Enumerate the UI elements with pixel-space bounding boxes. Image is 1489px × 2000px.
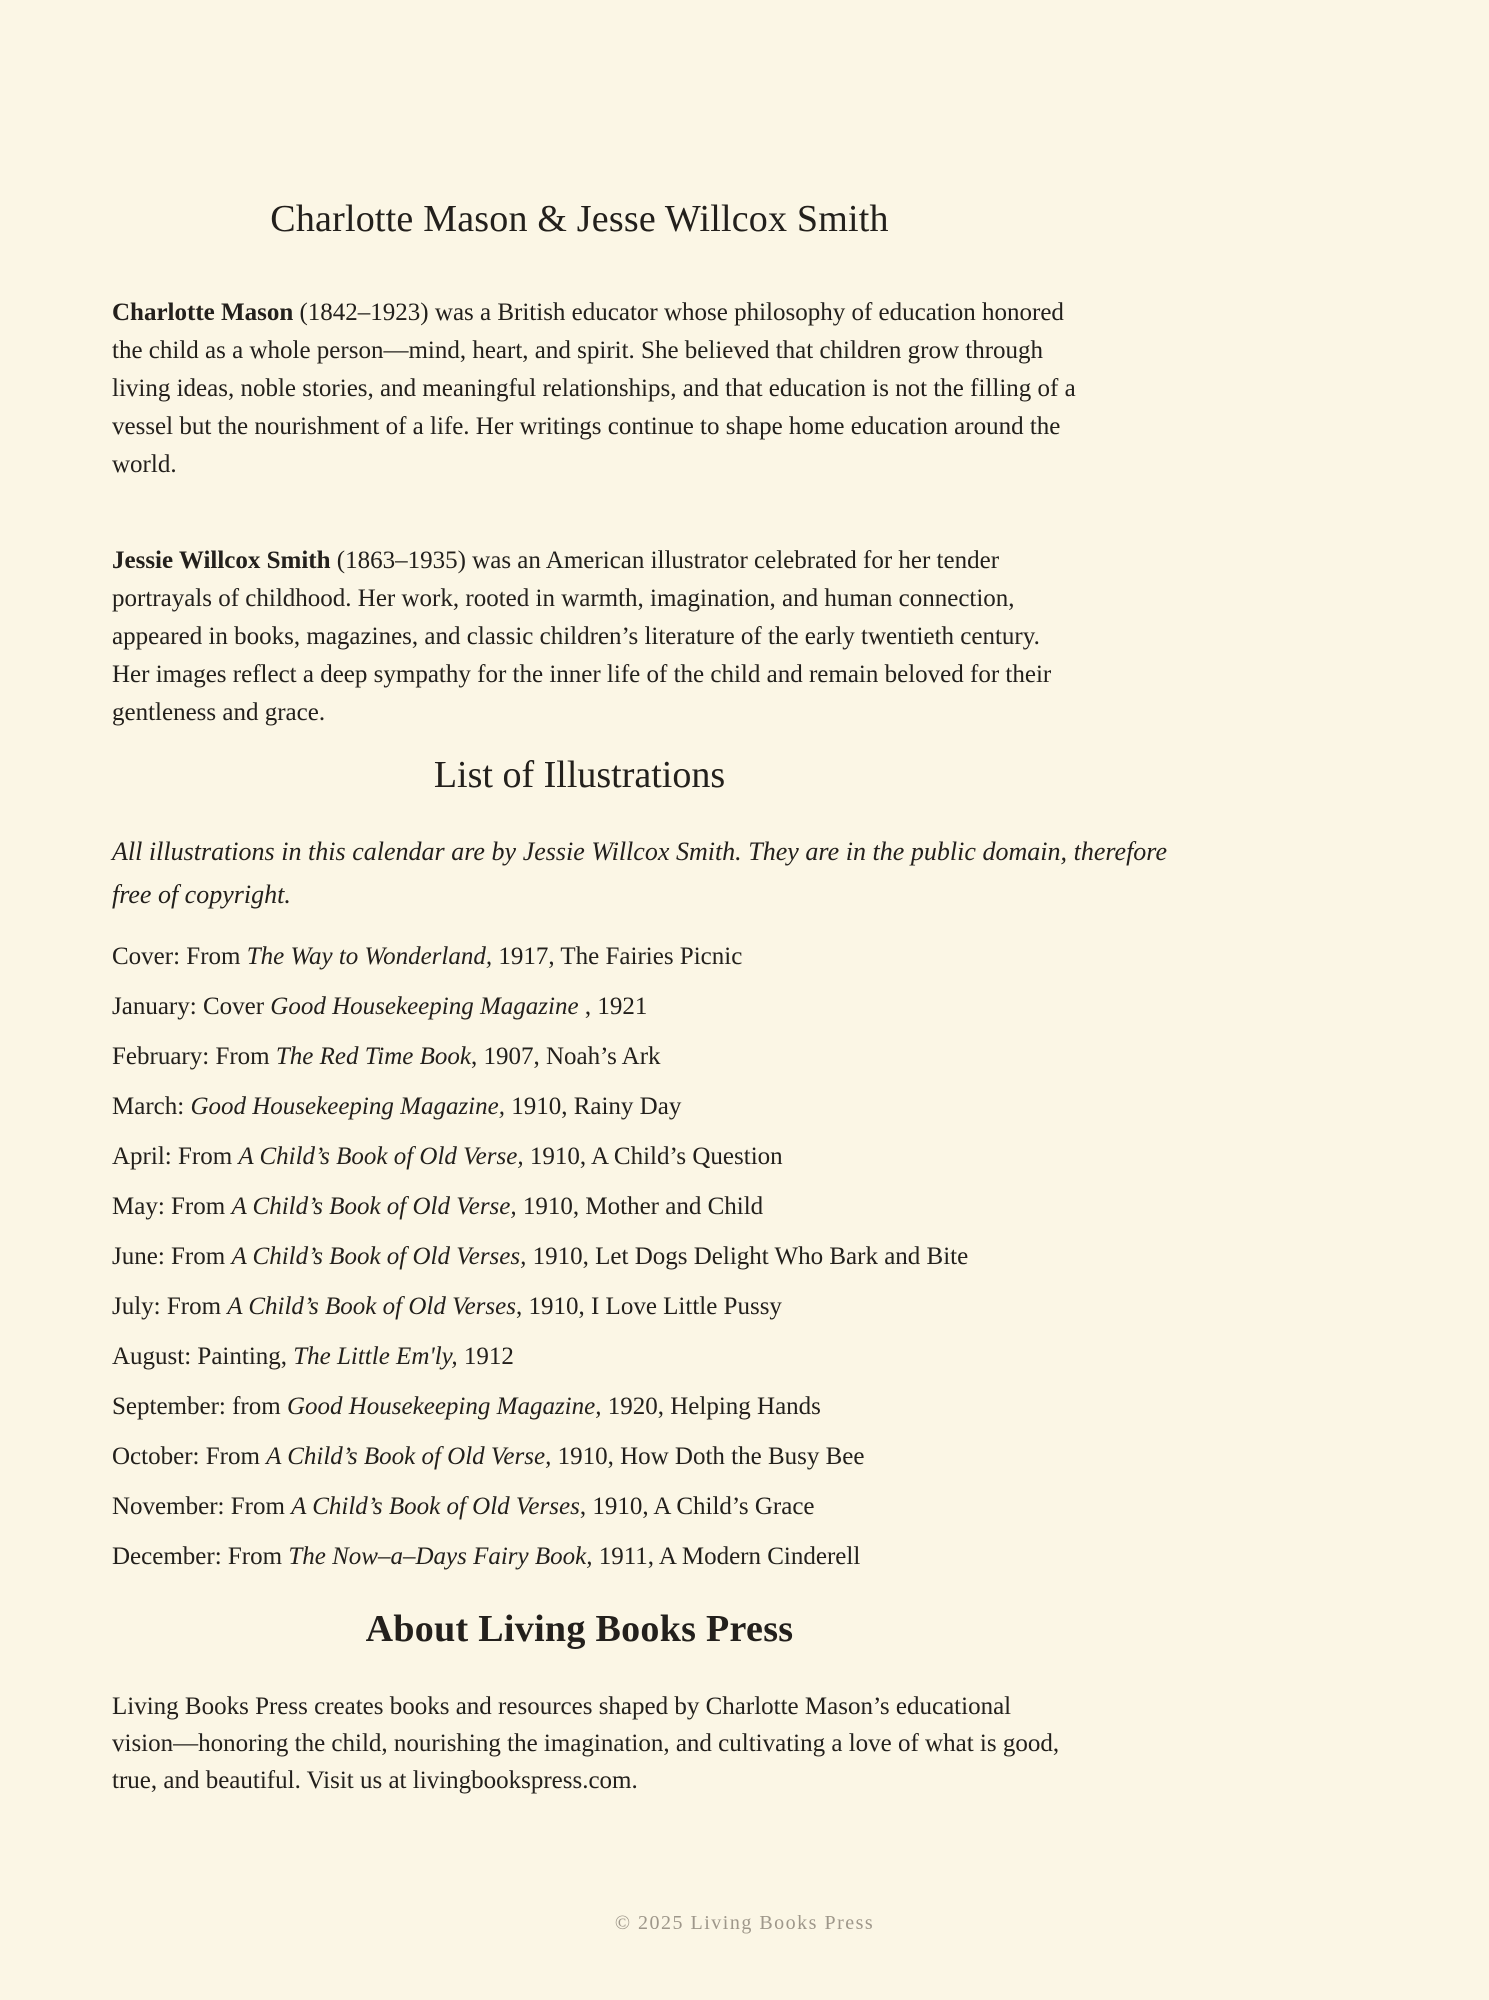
item-suffix: 1911, A Modern Cinderell: [592, 1542, 861, 1570]
item-source-title: A Child’s Book of Old Verse,: [266, 1442, 552, 1470]
illustrations-heading: List of Illustrations: [433, 753, 726, 796]
illustration-item-april: [112, 1132, 1280, 1182]
item-prefix: October: From: [112, 1442, 267, 1470]
item-source-title: A Child’s Book of Old Verse,: [238, 1142, 524, 1170]
item-suffix: , 1910, I Love Little Pussy: [515, 1292, 782, 1320]
item-prefix: July: From: [112, 1292, 228, 1320]
bio-charlotte-mason-name: Charlotte Mason: [112, 298, 294, 326]
illustration-item-november: [112, 1482, 1280, 1532]
item-prefix: March:: [112, 1092, 191, 1120]
illustration-item-june: [112, 1232, 1280, 1282]
footer-copyright: © 2025 Living Books Press: [614, 1912, 875, 1934]
item-source-title: Good Housekeeping Magazine,: [286, 1392, 602, 1420]
bio-charlotte-mason: [112, 294, 1077, 484]
item-source-title: A Child’s Book of Old Verses: [291, 1492, 580, 1520]
bio-charlotte-mason-text: (1842–1923) was a British educator whose philosophy of education honored the child as a whole person—mind, heart, and spirit. She believed that children grow through living ideas, noble stories, and meaningful relationships, and that education is not the filling of a vessel but the nourishment of a life. Her writings continue to shape home education around the world.: [112, 298, 1076, 478]
about-heading: About Living Books Press: [365, 1607, 794, 1650]
illustration-item-cover: [112, 932, 1280, 982]
item-source-title: A Child’s Book of Old Verses: [227, 1292, 516, 1320]
item-suffix: 1912: [457, 1342, 514, 1370]
page-title: Charlotte Mason & Jesse Willcox Smith: [270, 198, 889, 240]
item-source-title: The Now–a–Days Fairy Book,: [288, 1542, 593, 1570]
item-suffix: , 1921: [578, 992, 648, 1020]
item-source-title: The Red Time Book: [275, 1042, 471, 1070]
item-suffix: 1910, How Doth the Busy Bee: [551, 1442, 865, 1470]
item-suffix: , 1907, Noah’s Ark: [470, 1042, 661, 1070]
illustration-item-august: [112, 1332, 1280, 1382]
item-source-title: The Little Em'ly,: [293, 1342, 458, 1370]
item-suffix: 1910, Rainy Day: [504, 1092, 682, 1120]
item-prefix: December: From: [112, 1542, 289, 1570]
illustration-item-december: [112, 1532, 1280, 1582]
illustrations-note: All illustrations in this calendar are by Jessie Willcox Smith. They are in the public domain, therefore free of copyright.: [112, 836, 1167, 909]
item-prefix: November: From: [112, 1492, 292, 1520]
item-prefix: January: Cover: [112, 992, 271, 1020]
item-suffix: 1917, The Fairies Picnic: [492, 942, 743, 970]
illustration-item-february: [112, 1032, 1280, 1082]
item-prefix: June: From: [112, 1242, 232, 1270]
item-suffix: 1920, Helping Hands: [601, 1392, 821, 1420]
item-prefix: April: From: [112, 1142, 239, 1170]
illustration-item-october: [112, 1432, 1280, 1482]
item-prefix: February: From: [112, 1042, 276, 1070]
illustration-item-march: [112, 1082, 1280, 1132]
item-source-title: Good Housekeeping Magazine,: [190, 1092, 505, 1120]
item-prefix: Cover: From: [112, 942, 247, 970]
bio-jessie-willcox-smith-name: Jessie Willcox Smith: [112, 546, 331, 574]
item-source-title: Good Housekeeping Magazine: [270, 992, 579, 1020]
item-prefix: September: from: [112, 1392, 287, 1420]
about-text: Living Books Press creates books and resources shaped by Charlotte Mason’s educational vision—honoring the child, nourishing the imagination, and cultivating a love of what is good, true, and beautiful. Visit us at livingbookspress.com.: [112, 1692, 1060, 1794]
bio-jessie-willcox-smith-text: (1863–1935) was an American illustrator celebrated for her tender portrayals of childhood. Her work, rooted in warmth, imagination, and human connection, appeared in books, magazines, and classic children’s literature of the early twentieth century. Her images reflect a deep sympathy for the inner life of the child and remain beloved for their gentleness and grace.: [112, 546, 1052, 726]
bio-jessie-willcox-smith: [112, 542, 1077, 732]
item-source-title: A Child’s Book of Old Verses,: [231, 1242, 527, 1270]
item-suffix: 1910, A Child’s Question: [523, 1142, 783, 1170]
illustration-item-september: [112, 1382, 1280, 1432]
item-prefix: May: From: [112, 1192, 232, 1220]
item-suffix: 1910, Mother and Child: [516, 1192, 764, 1220]
item-suffix: , 1910, A Child’s Grace: [579, 1492, 815, 1520]
item-prefix: August: Painting,: [112, 1342, 294, 1370]
illustration-item-may: [112, 1182, 1280, 1232]
illustrations-list: [112, 932, 1280, 1582]
item-suffix: 1910, Let Dogs Delight Who Bark and Bite: [526, 1242, 969, 1270]
illustration-item-january: [112, 982, 1280, 1032]
illustration-item-july: [112, 1282, 1280, 1332]
item-source-title: The Way to Wonderland,: [246, 942, 493, 970]
item-source-title: A Child’s Book of Old Verse,: [231, 1192, 517, 1220]
